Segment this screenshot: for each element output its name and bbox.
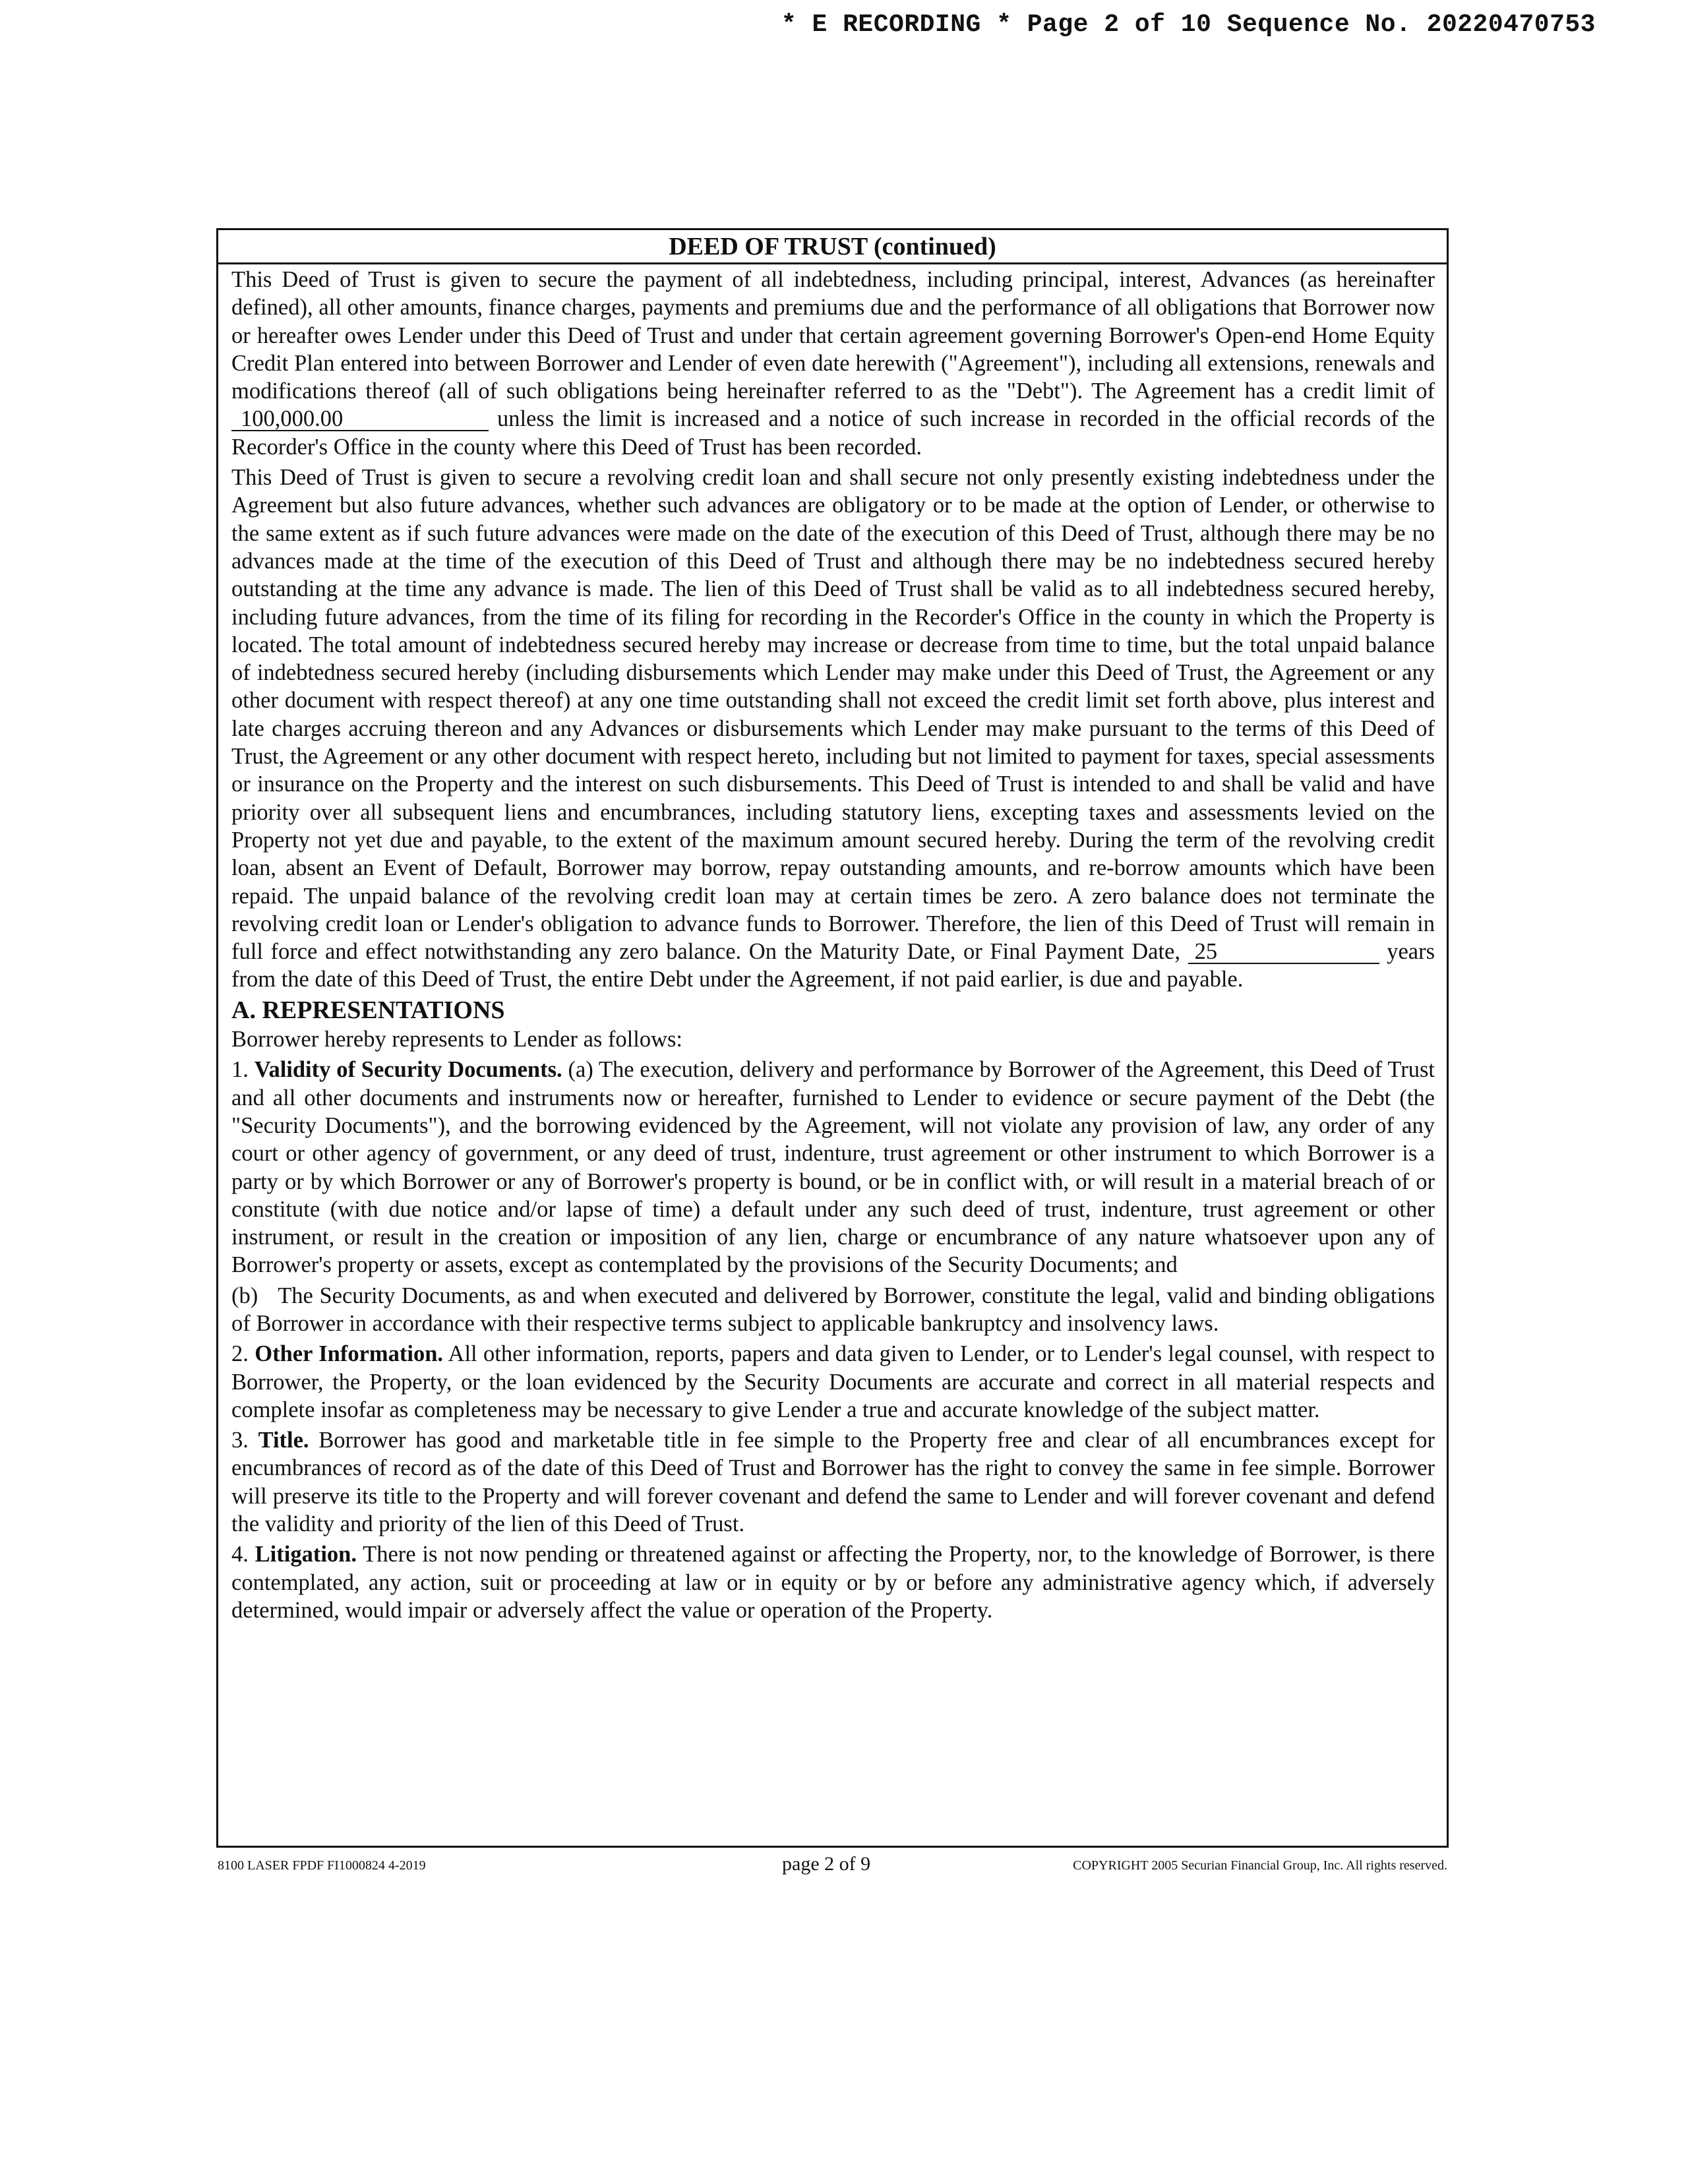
debt-paragraph — [231, 266, 1435, 461]
document-body — [218, 264, 1447, 1624]
item-number: 2. — [231, 1341, 249, 1367]
representation-item-2 — [231, 1340, 1435, 1424]
deed-of-trust-box — [216, 228, 1449, 1848]
item-number: 1. — [231, 1057, 249, 1083]
representation-item-1 — [231, 1056, 1435, 1279]
item-text: All other information, reports, papers and data given to Lender, or to Lender's legal counsel, with respect to Borrower, the Property, or the loan evidenced by the Security Documents are accurate and correct in all material respects and complete insofar as completeness may be necessary to give Lender a true and accurate knowledge of the subject matter. — [231, 1341, 1435, 1422]
page-number: page 2 of 9 — [782, 1853, 871, 1875]
section-a-intro: Borrower hereby represents to Lender as follows: — [231, 1027, 683, 1052]
credit-limit-field: 100,000.00 — [231, 408, 489, 431]
document-title: DEED OF TRUST (continued) — [218, 230, 1447, 264]
debt-paragraph-text-2: unless the limit is increased and a notice of such increase in recorded in the official records of the Recorder's Office in the county where this Deed of Trust has been recorded. — [231, 406, 1435, 460]
revolving-credit-text: This Deed of Trust is given to secure a revolving credit loan and shall secure not only presently existing indebtedness under the Agreement but also future advances, whether such advances are obligatory or to be made at the option of Lender, or otherwise to the same extent as if such future advances were made on the date of the execution of this Deed of Trust, although there may be no advances made at the time of the execution of this Deed of Trust and although there may be no indebtedness secured hereby outstanding at the time any advance is made. The lien of this Deed of Trust shall be valid as to all indebtedness secured hereby, including future advances, from the time of its filing for recording in the Recorder's Office in the county in which the Property is located. The total amount of indebtedness secured hereby may increase or decrease from time to time, but the total unpaid balance of indebtedness secured hereby (including disbursements which Lender may make under this Deed of Trust, the Agreement or any other document with respect thereof) at any one time outstanding shall not exceed the credit limit set forth above, plus interest and late charges accruing thereon and any Advances or disbursements which Lender may make pursuant to the terms of this Deed of Trust, the Agreement or any other document with respect hereto, including but not limited to payment for taxes, special assessments or insurance on the Property and the interest on such disbursements. This Deed of Trust is intended to and shall be valid and have priority over all subsequent liens and encumbrances, including statutory liens, excepting taxes and assessments levied on the Property not yet due and payable, to the extent of the maximum amount secured hereby. During the term of the revolving credit loan, absent an Event of Default, Borrower may borrow, repay outstanding amounts, and re-borrow amounts which have been repaid. The unpaid balance of the revolving credit loan may at certain times be zero. A zero balance does not terminate the revolving credit loan or Lender's obligation to advance funds to Borrower. Therefore, the lien of this Deed of Trust will remain in full force and effect notwithstanding any zero balance. On the Maturity Date, or Final Payment Date, — [231, 465, 1435, 965]
representation-item-3 — [231, 1426, 1435, 1538]
copyright-notice: COPYRIGHT 2005 Securian Financial Group, Inc. All rights reserved. — [1073, 1858, 1447, 1873]
revolving-credit-paragraph — [231, 464, 1435, 994]
form-id: 8100 LASER FPDF FI1000824 4-2019 — [218, 1858, 426, 1873]
item-number: 4. — [231, 1542, 249, 1567]
item-title: Other Information. — [255, 1341, 444, 1367]
page-footer — [218, 1854, 1447, 1878]
sub-item-label: (b) — [231, 1283, 258, 1308]
sub-item-text: The Security Documents, as and when executed and delivered by Borrower, constitute the legal, valid and binding obligations of Borrower in accordance with their respective terms subject to applicable bankruptcy and insolvency laws. — [231, 1283, 1435, 1336]
item-text: There is not now pending or threatened against or affecting the Property, nor, to the knowledge of Borrower, is there contemplated, any action, suit or proceeding at law or in equity or by or before any administrative agency which, if adversely determined, would impair or adversely affect the value or operation of the Property. — [231, 1542, 1435, 1623]
representation-item-1b — [231, 1282, 1435, 1338]
debt-paragraph-text: This Deed of Trust is given to secure the payment of all indebtedness, including principal, interest, Advances (as hereinafter defined), all other amounts, finance charges, payments and premiums due and the performance of all obligations that Borrower now or hereafter owes Lender under this Deed of Trust and under that certain agreement governing Borrower's Open-end Home Equity Credit Plan entered into between Borrower and Lender of even date herewith ("Agreement"), including all extensions, renewals and modifications thereof (all of such obligations being hereinafter referred to as the "Debt"). The Agreement has a credit limit of — [231, 267, 1435, 404]
item-title: Validity of Security Documents. — [254, 1057, 562, 1083]
item-title: Title. — [258, 1428, 309, 1453]
representation-item-4 — [231, 1540, 1435, 1624]
item-text: Borrower has good and marketable title in fee simple to the Property free and clear of all encumbrances except for encumbrances of record as of the date of this Deed of Trust and Borrower has the right to convey the same in fee simple. Borrower will preserve its title to the Property and will forever covenant and defend the same to Lender and will forever covenant and defend the validity and priority of the lien of this Deed of Trust. — [231, 1428, 1435, 1537]
item-number: 3. — [231, 1428, 249, 1453]
section-a-heading: A. REPRESENTATIONS — [231, 996, 505, 1024]
item-title: Litigation. — [255, 1542, 357, 1567]
item-text: (a) The execution, delivery and performance by Borrower of the Agreement, this Deed of Trust and all other documents and instruments now or hereafter, furnished to Lender to evidence or secure payment of the Debt (the "Security Documents"), and the borrowing evidenced by the Agreement, will not violate any provision of law, any order of any court or other agency of government, or any deed of trust, indenture, trust agreement or other instrument to which Borrower is a party or by which Borrower or any of Borrower's property is bound, or be in conflict with, or will result in a material breach of or constitute (with due notice and/or lapse of time) a default under any such deed of trust, indenture, trust agreement or other instrument, or result in the creation or imposition of any lien, charge or encumbrance of any nature whatsoever upon any of Borrower's property or assets, except as contemplated by the provisions of the Security Documents; and — [231, 1057, 1435, 1278]
maturity-years-field: 25 — [1188, 940, 1379, 964]
recording-header: * E RECORDING * Page 2 of 10 Sequence No. 20220470753 — [781, 11, 1596, 39]
revolving-credit-text-2: years from the date of this Deed of Trust, the entire Debt under the Agreement, if not paid earlier, is due and payable. — [231, 939, 1435, 992]
